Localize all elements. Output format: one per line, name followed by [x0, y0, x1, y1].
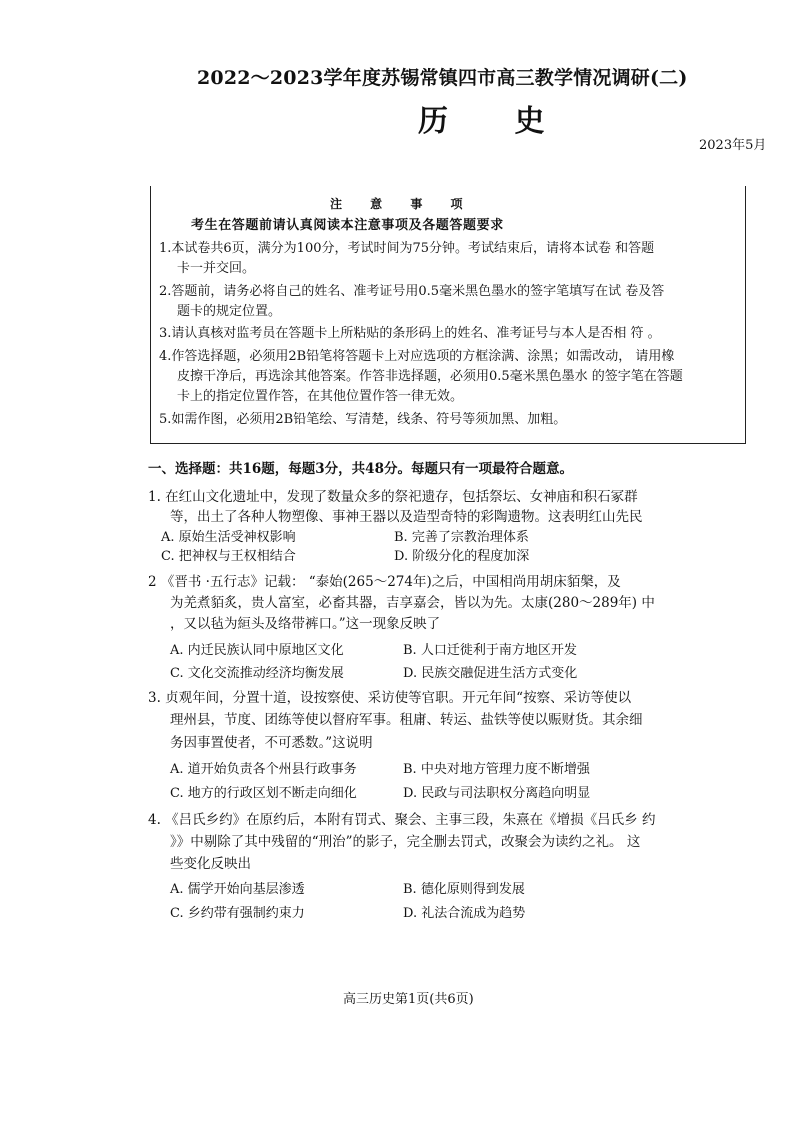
- notice-item-3-line-1: 3.请认真核对监考员在答题卡上所粘贴的条形码上的姓名、准考证号与本人是否相 符 。: [159, 326, 661, 341]
- question-1-option-c: C. 把神权与王权相结合: [161, 549, 296, 564]
- notice-item-1-line-1: 1.本试卷共6页，满分为100分，考试时间为75分钟。考试结束后，请将本试卷 和答题: [159, 241, 655, 256]
- question-3-line-3: 务因事置使者，不可悉数。”这说明: [170, 735, 373, 751]
- notice-item-4-line-1: 4.作答选择题，必须用2B铅笔将答题卡上对应选项的方框涂满、涂黑；如需改动， 请用橡: [159, 349, 675, 364]
- question-2-option-b: B. 人口迁徙利于南方地区开发: [403, 643, 577, 658]
- notice-item-4-line-3: 卡上的指定位置作答，在其他位置作答一律无效。: [177, 389, 464, 404]
- question-3-option-a: A. 道开始负责各个州县行政事务: [170, 762, 357, 777]
- question-1-option-a: A. 原始生活受神权影响: [161, 530, 296, 545]
- question-3-line-1: 3. 贞观年间，分置十道，设按察使、采访使等官职。开元年间“按察、采访等使以: [148, 690, 632, 706]
- question-2-option-a: A. 内迁民族认同中原地区文化: [170, 643, 344, 658]
- notice-item-2-line-2: 题卡的规定位置。: [177, 304, 282, 319]
- question-4-line-3: 些变化反映出: [170, 856, 251, 872]
- question-2-line-2: 为羌煮貊炙，贵人富室，必畜其器，吉享嘉会，皆以为先。太康(280～289年) 中: [170, 595, 655, 611]
- exam-date: 2023年5月: [699, 138, 767, 153]
- question-2-option-c: C. 文化交流推动经济均衡发展: [170, 666, 344, 681]
- notice-item-2-line-1: 2.答题前，请务必将自己的姓名、准考证号用0.5毫米黑色墨水的签字笔填写在试 卷及答: [159, 284, 665, 299]
- question-3-option-c: C. 地方的行政区划不断走向细化: [170, 786, 357, 801]
- notice-title: 注 意 事 项: [330, 197, 475, 211]
- question-1-option-b: B. 完善了宗教治理体系: [394, 530, 529, 545]
- question-2-option-d: D. 民族交融促进生活方式变化: [403, 666, 578, 681]
- question-4-line-2: 》》中剔除了其中残留的“刑治”的影子，完全删去罚式，改聚会为读约之礼。 这: [170, 834, 641, 850]
- question-1-option-d: D. 阶级分化的程度加深: [394, 549, 530, 564]
- question-4-option-d: D. 礼法合流成为趋势: [403, 906, 526, 921]
- notice-subtitle: 考生在答题前请认真阅读本注意事项及各题答题要求: [191, 218, 504, 233]
- question-3-option-d: D. 民政与司法职权分离趋向明显: [403, 786, 591, 801]
- subject-title: 历 史: [418, 104, 573, 139]
- question-1-line-2: 等，出土了各种人物塑像、事神王器以及造型奇特的彩陶遗物。这表明红山先民: [170, 509, 643, 525]
- question-4-option-a: A. 儒学开始向基层渗透: [170, 882, 305, 897]
- question-4-line-1: 4. 《吕氏乡约》在原约后，本附有罚式、聚会、主事三段，朱熹在《增损《吕氏乡 约: [148, 812, 656, 828]
- notice-item-4-line-2: 皮擦干净后，再选涂其他答案。作答非选择题，必须用0.5毫米黑色墨水 的签字笔在答题: [177, 369, 683, 384]
- page-footer: 高三历史第1页(共6页): [343, 992, 474, 1007]
- question-2-line-3: ，又以毡为絙头及络带裤口。”这一现象反映了: [170, 616, 441, 632]
- question-1-line-1: 1. 在红山文化遗址中，发现了数量众多的祭祀遗存，包括祭坛、女神庙和积石冢群: [148, 489, 638, 505]
- question-3-line-2: 理州县，节度、团练等使以督府军事。租庸、转运、盐铁等使以赈财货。其余细: [170, 712, 643, 728]
- question-2-line-1: 2 《晋书 ·五行志》记载： “泰始(265～274年)之后，中国相尚用胡床貊槃，及: [148, 574, 621, 590]
- notice-item-1-line-2: 卡一并交回。: [177, 261, 256, 276]
- question-4-option-c: C. 乡约带有强制约束力: [170, 906, 305, 921]
- question-3-option-b: B. 中央对地方管理力度不断增强: [403, 762, 590, 777]
- exam-title: 2022～2023学年度苏锡常镇四市高三教学情况调研(二): [197, 67, 688, 89]
- notice-item-5-line-1: 5.如需作图，必须用2B铅笔绘、写清楚，线条、符号等须加黑、加粗。: [159, 412, 567, 427]
- question-4-option-b: B. 德化原则得到发展: [403, 882, 525, 897]
- section-heading: 一、选择题：共16题，每题3分，共48分。每题只有一项最符合题意。: [148, 461, 573, 477]
